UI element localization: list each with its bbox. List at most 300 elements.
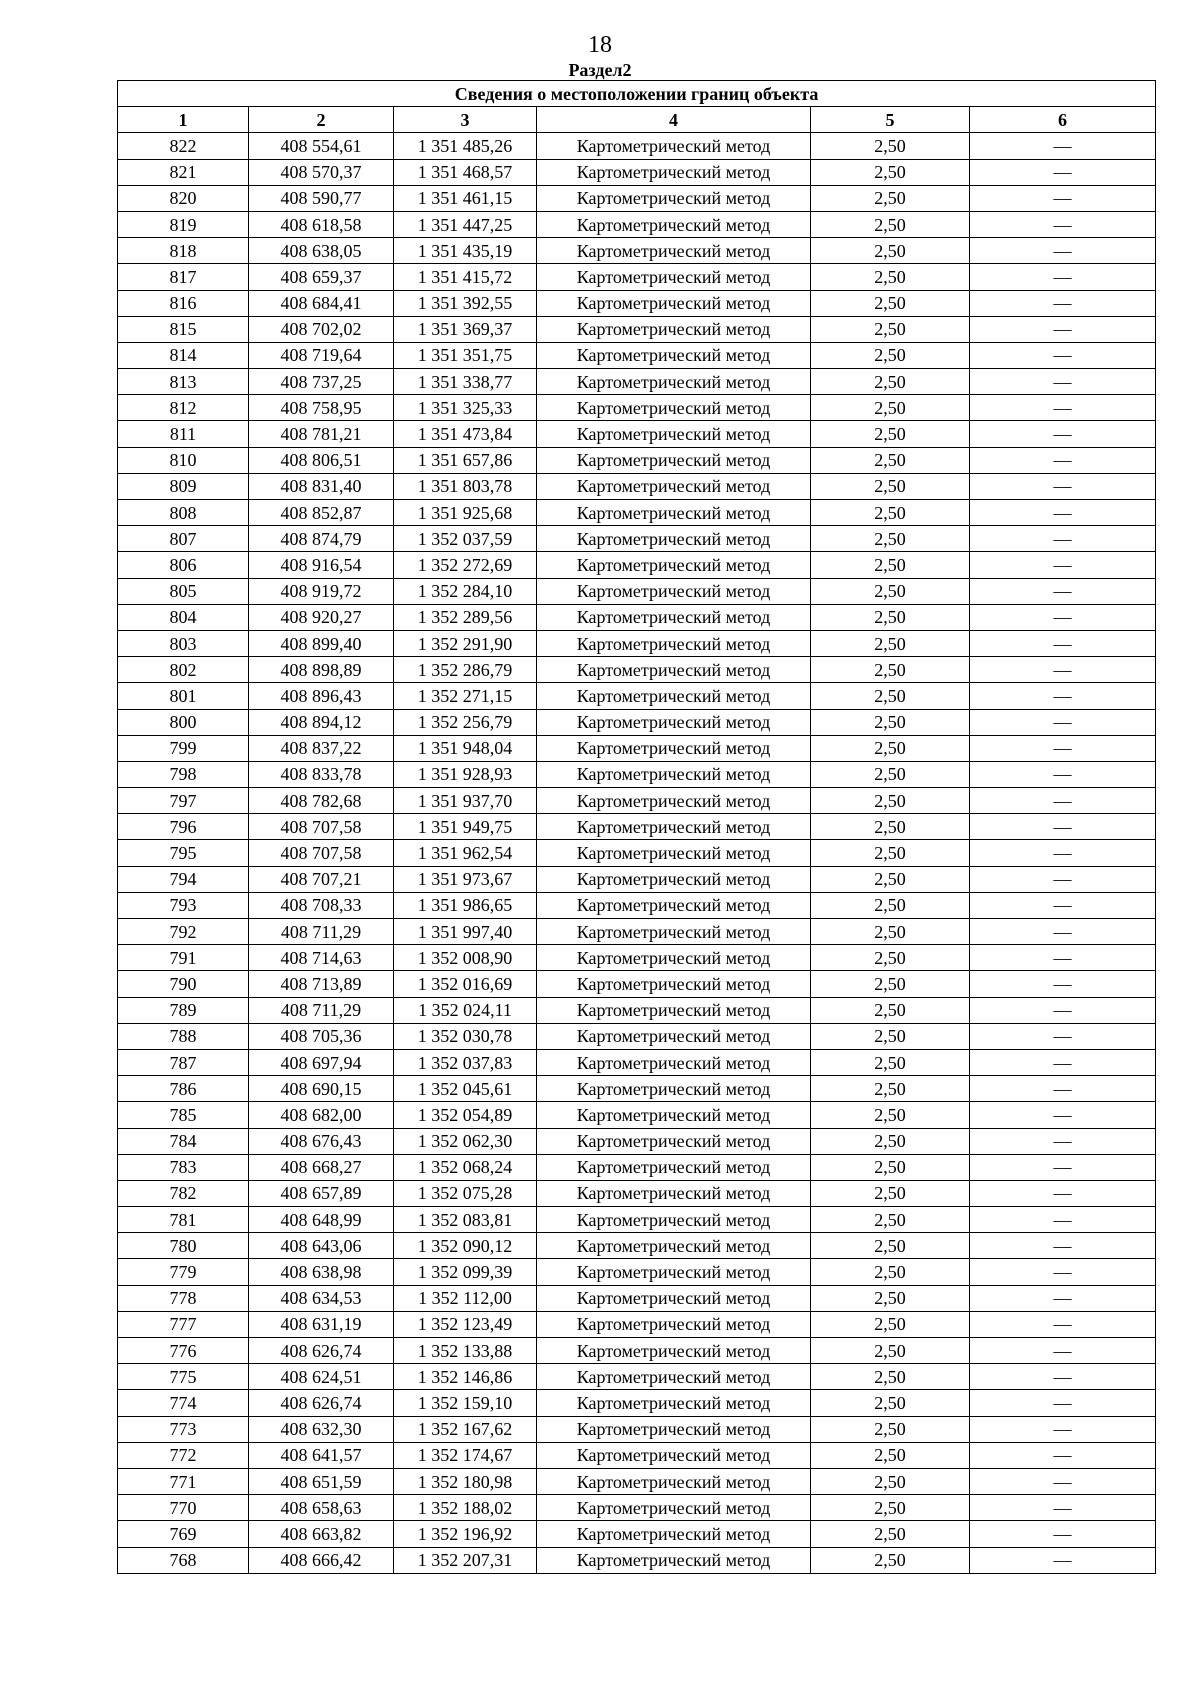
description-cell: — — [970, 1207, 1156, 1233]
y-coordinate-cell: 1 352 045,61 — [394, 1076, 537, 1102]
y-coordinate-cell: 1 351 461,15 — [394, 185, 537, 211]
y-coordinate-cell: 1 352 054,89 — [394, 1102, 537, 1128]
y-coordinate-cell: 1 351 657,86 — [394, 447, 537, 473]
y-coordinate-cell: 1 351 468,57 — [394, 159, 537, 185]
method-cell: Картометрический метод — [537, 159, 811, 185]
table-row — [118, 1023, 1156, 1049]
table-row — [118, 1259, 1156, 1285]
page-number: 18 — [588, 32, 612, 58]
column-header: 6 — [970, 107, 1156, 133]
point-number-cell: 794 — [118, 866, 249, 892]
table-head — [118, 81, 1156, 133]
x-coordinate-cell: 408 658,63 — [249, 1495, 394, 1521]
method-cell: Картометрический метод — [537, 395, 811, 421]
y-coordinate-cell: 1 352 174,67 — [394, 1442, 537, 1468]
method-cell: Картометрический метод — [537, 1259, 811, 1285]
x-coordinate-cell: 408 707,21 — [249, 866, 394, 892]
y-coordinate-cell: 1 351 962,54 — [394, 840, 537, 866]
accuracy-cell: 2,50 — [811, 1023, 970, 1049]
method-cell: Картометрический метод — [537, 552, 811, 578]
x-coordinate-cell: 408 638,05 — [249, 238, 394, 264]
method-cell: Картометрический метод — [537, 316, 811, 342]
accuracy-cell: 2,50 — [811, 1180, 970, 1206]
accuracy-cell: 2,50 — [811, 892, 970, 918]
column-header: 5 — [811, 107, 970, 133]
description-cell: — — [970, 211, 1156, 237]
point-number-cell: 786 — [118, 1076, 249, 1102]
table-row — [118, 1233, 1156, 1259]
accuracy-cell: 2,50 — [811, 185, 970, 211]
x-coordinate-cell: 408 831,40 — [249, 473, 394, 499]
description-cell: — — [970, 526, 1156, 552]
description-cell: — — [970, 788, 1156, 814]
point-number-cell: 772 — [118, 1442, 249, 1468]
y-coordinate-cell: 1 352 196,92 — [394, 1521, 537, 1547]
method-cell: Картометрический метод — [537, 761, 811, 787]
y-coordinate-cell: 1 351 338,77 — [394, 369, 537, 395]
description-cell: — — [970, 735, 1156, 761]
x-coordinate-cell: 408 852,87 — [249, 500, 394, 526]
accuracy-cell: 2,50 — [811, 369, 970, 395]
description-cell: — — [970, 290, 1156, 316]
method-cell: Картометрический метод — [537, 604, 811, 630]
description-cell: — — [970, 1128, 1156, 1154]
y-coordinate-cell: 1 352 291,90 — [394, 630, 537, 656]
method-cell: Картометрический метод — [537, 1180, 811, 1206]
method-cell: Картометрический метод — [537, 342, 811, 368]
column-header: 2 — [249, 107, 394, 133]
accuracy-cell: 2,50 — [811, 500, 970, 526]
x-coordinate-cell: 408 651,59 — [249, 1468, 394, 1494]
y-coordinate-cell: 1 352 207,31 — [394, 1547, 537, 1573]
y-coordinate-cell: 1 352 159,10 — [394, 1390, 537, 1416]
table-row — [118, 683, 1156, 709]
table-row — [118, 1102, 1156, 1128]
point-number-cell: 771 — [118, 1468, 249, 1494]
method-cell: Картометрический метод — [537, 185, 811, 211]
method-cell: Картометрический метод — [537, 919, 811, 945]
method-cell: Картометрический метод — [537, 1049, 811, 1075]
accuracy-cell: 2,50 — [811, 526, 970, 552]
point-number-cell: 815 — [118, 316, 249, 342]
y-coordinate-cell: 1 352 188,02 — [394, 1495, 537, 1521]
x-coordinate-cell: 408 702,02 — [249, 316, 394, 342]
y-coordinate-cell: 1 352 037,59 — [394, 526, 537, 552]
method-cell: Картометрический метод — [537, 1076, 811, 1102]
description-cell: — — [970, 1338, 1156, 1364]
accuracy-cell: 2,50 — [811, 604, 970, 630]
table-row — [118, 1338, 1156, 1364]
table-row — [118, 1495, 1156, 1521]
point-number-cell: 791 — [118, 945, 249, 971]
table-row — [118, 630, 1156, 656]
column-header: 4 — [537, 107, 811, 133]
description-cell: — — [970, 604, 1156, 630]
table-row — [118, 866, 1156, 892]
x-coordinate-cell: 408 659,37 — [249, 264, 394, 290]
table-row — [118, 840, 1156, 866]
x-coordinate-cell: 408 632,30 — [249, 1416, 394, 1442]
table-row — [118, 604, 1156, 630]
table-row — [118, 342, 1156, 368]
y-coordinate-cell: 1 352 083,81 — [394, 1207, 537, 1233]
description-cell: — — [970, 919, 1156, 945]
description-cell: — — [970, 761, 1156, 787]
method-cell: Картометрический метод — [537, 892, 811, 918]
accuracy-cell: 2,50 — [811, 1207, 970, 1233]
table-row — [118, 919, 1156, 945]
table-row — [118, 1076, 1156, 1102]
description-cell: — — [970, 1442, 1156, 1468]
accuracy-cell: 2,50 — [811, 630, 970, 656]
table-row — [118, 526, 1156, 552]
point-number-cell: 814 — [118, 342, 249, 368]
accuracy-cell: 2,50 — [811, 1338, 970, 1364]
accuracy-cell: 2,50 — [811, 709, 970, 735]
y-coordinate-cell: 1 351 973,67 — [394, 866, 537, 892]
y-coordinate-cell: 1 351 369,37 — [394, 316, 537, 342]
accuracy-cell: 2,50 — [811, 1102, 970, 1128]
table-row — [118, 1311, 1156, 1337]
y-coordinate-cell: 1 351 392,55 — [394, 290, 537, 316]
method-cell: Картометрический метод — [537, 1233, 811, 1259]
description-cell: — — [970, 1416, 1156, 1442]
point-number-cell: 818 — [118, 238, 249, 264]
description-cell: — — [970, 473, 1156, 499]
description-cell: — — [970, 1364, 1156, 1390]
accuracy-cell: 2,50 — [811, 238, 970, 264]
description-cell: — — [970, 657, 1156, 683]
point-number-cell: 790 — [118, 971, 249, 997]
accuracy-cell: 2,50 — [811, 395, 970, 421]
description-cell: — — [970, 500, 1156, 526]
description-cell: — — [970, 264, 1156, 290]
y-coordinate-cell: 1 352 062,30 — [394, 1128, 537, 1154]
y-coordinate-cell: 1 351 925,68 — [394, 500, 537, 526]
description-cell: — — [970, 971, 1156, 997]
description-cell: — — [970, 421, 1156, 447]
table-row — [118, 238, 1156, 264]
x-coordinate-cell: 408 894,12 — [249, 709, 394, 735]
y-coordinate-cell: 1 351 447,25 — [394, 211, 537, 237]
table-caption: Сведения о местоположении границ объекта — [118, 81, 1156, 107]
method-cell: Картометрический метод — [537, 1364, 811, 1390]
section-title: Раздел2 — [568, 60, 632, 80]
table-row — [118, 735, 1156, 761]
method-cell: Картометрический метод — [537, 840, 811, 866]
y-coordinate-cell: 1 352 112,00 — [394, 1285, 537, 1311]
y-coordinate-cell: 1 352 133,88 — [394, 1338, 537, 1364]
table-row — [118, 1521, 1156, 1547]
y-coordinate-cell: 1 352 090,12 — [394, 1233, 537, 1259]
method-cell: Картометрический метод — [537, 133, 811, 159]
x-coordinate-cell: 408 916,54 — [249, 552, 394, 578]
point-number-cell: 821 — [118, 159, 249, 185]
point-number-cell: 789 — [118, 997, 249, 1023]
point-number-cell: 779 — [118, 1259, 249, 1285]
point-number-cell: 799 — [118, 735, 249, 761]
point-number-cell: 782 — [118, 1180, 249, 1206]
table-row — [118, 657, 1156, 683]
x-coordinate-cell: 408 708,33 — [249, 892, 394, 918]
x-coordinate-cell: 408 657,89 — [249, 1180, 394, 1206]
accuracy-cell: 2,50 — [811, 1521, 970, 1547]
x-coordinate-cell: 408 624,51 — [249, 1364, 394, 1390]
y-coordinate-cell: 1 352 289,56 — [394, 604, 537, 630]
description-cell: — — [970, 1233, 1156, 1259]
table-row — [118, 1390, 1156, 1416]
point-number-cell: 792 — [118, 919, 249, 945]
table-row — [118, 1128, 1156, 1154]
method-cell: Картометрический метод — [537, 683, 811, 709]
point-number-cell: 787 — [118, 1049, 249, 1075]
table-row — [118, 892, 1156, 918]
y-coordinate-cell: 1 351 325,33 — [394, 395, 537, 421]
table-row — [118, 395, 1156, 421]
method-cell: Картометрический метод — [537, 1495, 811, 1521]
x-coordinate-cell: 408 781,21 — [249, 421, 394, 447]
description-cell: — — [970, 1049, 1156, 1075]
x-coordinate-cell: 408 684,41 — [249, 290, 394, 316]
point-number-cell: 769 — [118, 1521, 249, 1547]
description-cell: — — [970, 945, 1156, 971]
table-row — [118, 421, 1156, 447]
point-number-cell: 770 — [118, 1495, 249, 1521]
x-coordinate-cell: 408 641,57 — [249, 1442, 394, 1468]
point-number-cell: 796 — [118, 814, 249, 840]
y-coordinate-cell: 1 352 256,79 — [394, 709, 537, 735]
accuracy-cell: 2,50 — [811, 211, 970, 237]
point-number-cell: 793 — [118, 892, 249, 918]
y-coordinate-cell: 1 351 415,72 — [394, 264, 537, 290]
description-cell: — — [970, 1390, 1156, 1416]
x-coordinate-cell: 408 837,22 — [249, 735, 394, 761]
y-coordinate-cell: 1 351 986,65 — [394, 892, 537, 918]
accuracy-cell: 2,50 — [811, 788, 970, 814]
x-coordinate-cell: 408 899,40 — [249, 630, 394, 656]
method-cell: Картометрический метод — [537, 264, 811, 290]
point-number-cell: 784 — [118, 1128, 249, 1154]
accuracy-cell: 2,50 — [811, 1154, 970, 1180]
method-cell: Картометрический метод — [537, 709, 811, 735]
accuracy-cell: 2,50 — [811, 290, 970, 316]
y-coordinate-cell: 1 352 099,39 — [394, 1259, 537, 1285]
description-cell: — — [970, 1521, 1156, 1547]
description-cell: — — [970, 1495, 1156, 1521]
accuracy-cell: 2,50 — [811, 1076, 970, 1102]
accuracy-cell: 2,50 — [811, 264, 970, 290]
table-row — [118, 552, 1156, 578]
description-cell: — — [970, 159, 1156, 185]
table-row — [118, 500, 1156, 526]
description-cell: — — [970, 447, 1156, 473]
x-coordinate-cell: 408 631,19 — [249, 1311, 394, 1337]
point-number-cell: 811 — [118, 421, 249, 447]
x-coordinate-cell: 408 782,68 — [249, 788, 394, 814]
accuracy-cell: 2,50 — [811, 552, 970, 578]
accuracy-cell: 2,50 — [811, 133, 970, 159]
table-body — [118, 133, 1156, 1573]
point-number-cell: 785 — [118, 1102, 249, 1128]
accuracy-cell: 2,50 — [811, 683, 970, 709]
point-number-cell: 803 — [118, 630, 249, 656]
accuracy-cell: 2,50 — [811, 1547, 970, 1573]
method-cell: Картометрический метод — [537, 1521, 811, 1547]
point-number-cell: 797 — [118, 788, 249, 814]
description-cell: — — [970, 316, 1156, 342]
y-coordinate-cell: 1 352 008,90 — [394, 945, 537, 971]
column-header: 1 — [118, 107, 249, 133]
accuracy-cell: 2,50 — [811, 447, 970, 473]
point-number-cell: 798 — [118, 761, 249, 787]
point-number-cell: 808 — [118, 500, 249, 526]
accuracy-cell: 2,50 — [811, 421, 970, 447]
method-cell: Картометрический метод — [537, 526, 811, 552]
description-cell: — — [970, 630, 1156, 656]
y-coordinate-cell: 1 352 030,78 — [394, 1023, 537, 1049]
point-number-cell: 806 — [118, 552, 249, 578]
method-cell: Картометрический метод — [537, 1390, 811, 1416]
y-coordinate-cell: 1 352 272,69 — [394, 552, 537, 578]
x-coordinate-cell: 408 618,58 — [249, 211, 394, 237]
y-coordinate-cell: 1 351 485,26 — [394, 133, 537, 159]
description-cell: — — [970, 997, 1156, 1023]
point-number-cell: 820 — [118, 185, 249, 211]
x-coordinate-cell: 408 758,95 — [249, 395, 394, 421]
point-number-cell: 809 — [118, 473, 249, 499]
method-cell: Картометрический метод — [537, 238, 811, 264]
method-cell: Картометрический метод — [537, 421, 811, 447]
table-row — [118, 133, 1156, 159]
x-coordinate-cell: 408 711,29 — [249, 919, 394, 945]
description-cell: — — [970, 1311, 1156, 1337]
table-row — [118, 473, 1156, 499]
table-row — [118, 814, 1156, 840]
x-coordinate-cell: 408 690,15 — [249, 1076, 394, 1102]
table-row — [118, 1180, 1156, 1206]
method-cell: Картометрический метод — [537, 1207, 811, 1233]
method-cell: Картометрический метод — [537, 866, 811, 892]
table-row — [118, 578, 1156, 604]
x-coordinate-cell: 408 919,72 — [249, 578, 394, 604]
method-cell: Картометрический метод — [537, 788, 811, 814]
description-cell: — — [970, 238, 1156, 264]
accuracy-cell: 2,50 — [811, 578, 970, 604]
table-row — [118, 1154, 1156, 1180]
description-cell: — — [970, 892, 1156, 918]
x-coordinate-cell: 408 737,25 — [249, 369, 394, 395]
table-row — [118, 211, 1156, 237]
description-cell: — — [970, 578, 1156, 604]
description-cell: — — [970, 1023, 1156, 1049]
x-coordinate-cell: 408 643,06 — [249, 1233, 394, 1259]
point-number-cell: 812 — [118, 395, 249, 421]
table-row — [118, 447, 1156, 473]
y-coordinate-cell: 1 352 123,49 — [394, 1311, 537, 1337]
accuracy-cell: 2,50 — [811, 473, 970, 499]
y-coordinate-cell: 1 352 271,15 — [394, 683, 537, 709]
x-coordinate-cell: 408 554,61 — [249, 133, 394, 159]
y-coordinate-cell: 1 351 928,93 — [394, 761, 537, 787]
accuracy-cell: 2,50 — [811, 1416, 970, 1442]
point-number-cell: 816 — [118, 290, 249, 316]
description-cell: — — [970, 1102, 1156, 1128]
y-coordinate-cell: 1 352 167,62 — [394, 1416, 537, 1442]
method-cell: Картометрический метод — [537, 630, 811, 656]
method-cell: Картометрический метод — [537, 1442, 811, 1468]
description-cell: — — [970, 1285, 1156, 1311]
method-cell: Картометрический метод — [537, 473, 811, 499]
method-cell: Картометрический метод — [537, 1128, 811, 1154]
table-row — [118, 761, 1156, 787]
accuracy-cell: 2,50 — [811, 1390, 970, 1416]
x-coordinate-cell: 408 697,94 — [249, 1049, 394, 1075]
point-number-cell: 804 — [118, 604, 249, 630]
point-number-cell: 800 — [118, 709, 249, 735]
y-coordinate-cell: 1 351 803,78 — [394, 473, 537, 499]
description-cell: — — [970, 1468, 1156, 1494]
method-cell: Картометрический метод — [537, 1338, 811, 1364]
accuracy-cell: 2,50 — [811, 1442, 970, 1468]
accuracy-cell: 2,50 — [811, 866, 970, 892]
description-cell: — — [970, 133, 1156, 159]
caption-row — [118, 81, 1156, 107]
table-row — [118, 1285, 1156, 1311]
description-cell: — — [970, 342, 1156, 368]
point-number-cell: 775 — [118, 1364, 249, 1390]
accuracy-cell: 2,50 — [811, 1049, 970, 1075]
method-cell: Картометрический метод — [537, 211, 811, 237]
accuracy-cell: 2,50 — [811, 840, 970, 866]
boundary-coordinates-table — [117, 80, 1156, 1574]
table-row — [118, 1468, 1156, 1494]
accuracy-cell: 2,50 — [811, 1495, 970, 1521]
method-cell: Картометрический метод — [537, 1311, 811, 1337]
x-coordinate-cell: 408 898,89 — [249, 657, 394, 683]
point-number-cell: 776 — [118, 1338, 249, 1364]
x-coordinate-cell: 408 713,89 — [249, 971, 394, 997]
x-coordinate-cell: 408 676,43 — [249, 1128, 394, 1154]
x-coordinate-cell: 408 626,74 — [249, 1338, 394, 1364]
x-coordinate-cell: 408 707,58 — [249, 814, 394, 840]
y-coordinate-cell: 1 351 351,75 — [394, 342, 537, 368]
y-coordinate-cell: 1 352 286,79 — [394, 657, 537, 683]
method-cell: Картометрический метод — [537, 735, 811, 761]
x-coordinate-cell: 408 920,27 — [249, 604, 394, 630]
accuracy-cell: 2,50 — [811, 316, 970, 342]
x-coordinate-cell: 408 719,64 — [249, 342, 394, 368]
point-number-cell: 813 — [118, 369, 249, 395]
x-coordinate-cell: 408 626,74 — [249, 1390, 394, 1416]
table-row — [118, 1364, 1156, 1390]
table-row — [118, 788, 1156, 814]
y-coordinate-cell: 1 352 075,28 — [394, 1180, 537, 1206]
table-row — [118, 709, 1156, 735]
y-coordinate-cell: 1 352 037,83 — [394, 1049, 537, 1075]
y-coordinate-cell: 1 351 949,75 — [394, 814, 537, 840]
y-coordinate-cell: 1 351 948,04 — [394, 735, 537, 761]
description-cell: — — [970, 866, 1156, 892]
accuracy-cell: 2,50 — [811, 342, 970, 368]
method-cell: Картометрический метод — [537, 1285, 811, 1311]
x-coordinate-cell: 408 570,37 — [249, 159, 394, 185]
accuracy-cell: 2,50 — [811, 1364, 970, 1390]
y-coordinate-cell: 1 351 937,70 — [394, 788, 537, 814]
table-row — [118, 1049, 1156, 1075]
method-cell: Картометрический метод — [537, 997, 811, 1023]
accuracy-cell: 2,50 — [811, 997, 970, 1023]
point-number-cell: 805 — [118, 578, 249, 604]
